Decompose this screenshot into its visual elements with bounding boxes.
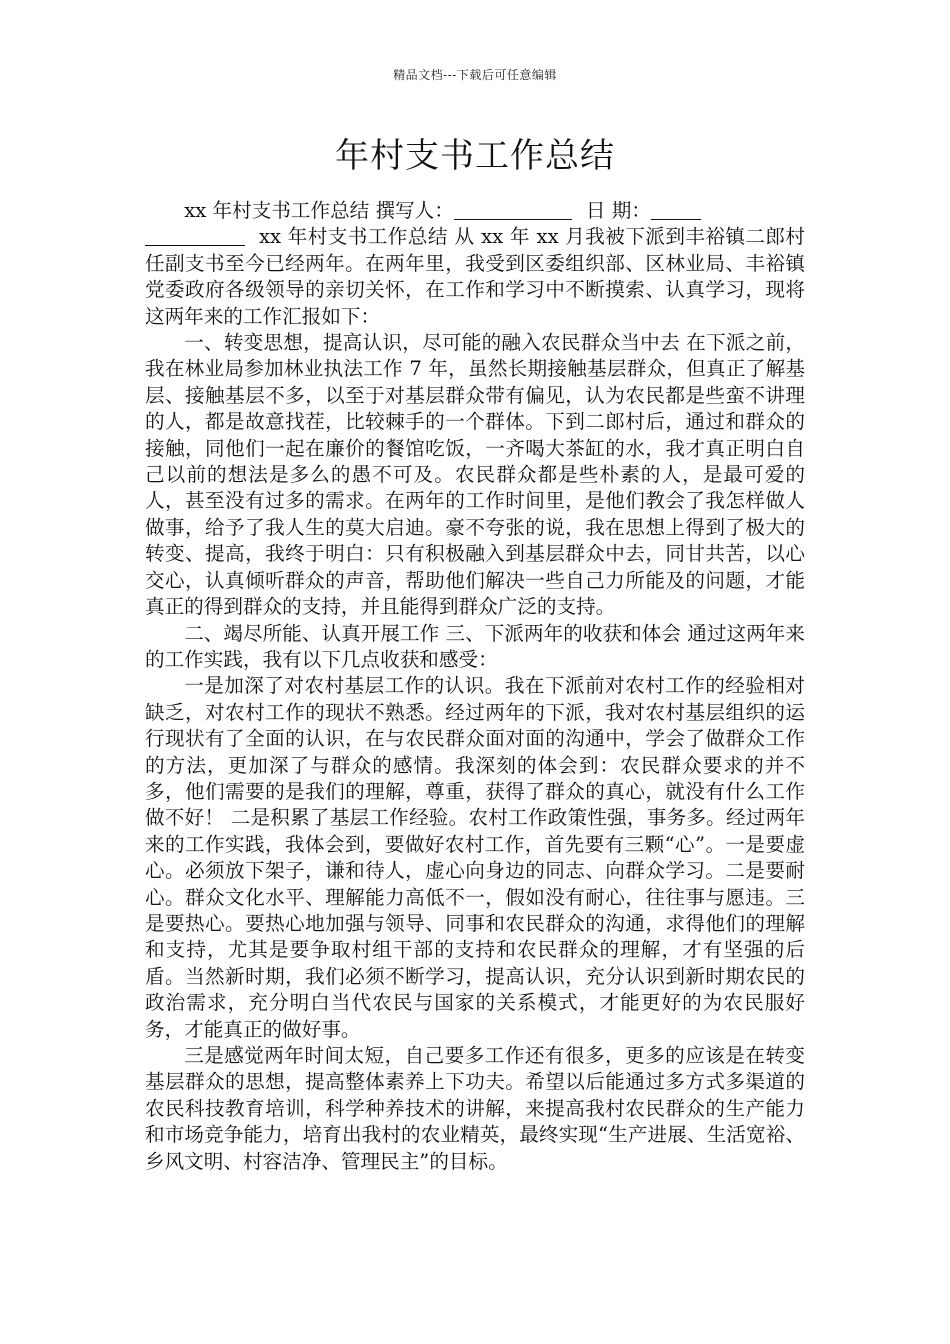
meta-lead: xx 年村支书工作总结 撰写人： [184, 199, 454, 222]
meta-line [145, 198, 805, 224]
paragraph-text: xx 年村支书工作总结 从 xx 年 xx 月我被下派到丰裕镇二郎村任副支书至今已经两年。在两年里，我受到区委组织部、区林业局、丰裕镇党委政府各级领导的亲切关怀，在工作和学习中不断摸索、认真学习，现将这两年来的工作汇报如下： [145, 225, 805, 328]
paragraph-5: 三是感觉两年时间太短，自己要多工作还有很多，更多的应该是在转变基层群众的思想，提高整体素养上下功夫。希望以后能通过多方式多渠道的农民科技教育培训，科学种养技术的讲解，来提高我村农民群众的生产能力和市场竞争能力，培育出我村的农业精英，最终实现“生产进展、生活宽裕、乡风文明、村容洁净、管理民主”的目标。 [145, 1044, 805, 1173]
document-body [145, 198, 805, 1175]
document-title: 年村支书工作总结 [335, 136, 615, 176]
paragraph-4: 一是加深了对农村基层工作的认识。我在下派前对农村工作的经验相对缺乏，对农村工作的现状不熟悉。经过两年的下派，我对农村基层组织的运行现状有了全面的认识，在与农民群众面对面的沟通中，学会了做群众工作的方法，更加深了与群众的感情。我深刻的体会到：农民群众要求的并不多，他们需要的是我们的理解，尊重，获得了群众的真心，就没有什么工作做不好！ 二是积累了基层工作经验。农村工作政策性强，事务多。经过两年来的工作实践，我体会到，要做好农村工作，首先要有三颗“心”。一是要虚心。必须放下架子，谦和待人，虚心向身边的同志、向群众学习。二是要耐心。群众文化水平、理解能力高低不一，假如没有耐心，往往事与愿违。三是要热心。要热心地加强与领导、同事和农民群众的沟通，求得他们的理解和支持，尤其是要争取村组干部的支持和农民群众的理解，才有坚强的后盾。当然新时期，我们必须不断学习，提高认识，充分认识到新时期农民的政治需求，充分明白当代农民与国家的关系模式，才能更好的为农民服好务，才能真正的做好事。 [145, 674, 805, 1041]
paragraph-2: 一、转变思想，提高认识，尽可能的融入农民群众当中去 在下派之前，我在林业局参加林业执法工作 7 年，虽然长期接触基层群众，但真正了解基层、接触基层不多，以至于对基层群众带有偏见，认为农民都是些蛮不讲理的人，都是故意找茬，比较棘手的一个群体。下到二郎村后，通过和群众的接触，同他们一起在廉价的餐馆吃饭，一齐喝大茶缸的水，我才真正明白自己以前的想法是多么的愚不可及。农民群众都是些朴素的人，是最可爱的人，甚至没有过多的需求。在两年的工作时间里，是他们教会了我怎样做人做事，给予了我人生的莫大启迪。豪不夸张的说，我在思想上得到了极大的转变、提高，我终于明白：只有积极融入到基层群众中去，同甘共苦，以心交心，认真倾听群众的声音，帮助他们解决一些自己力所能及的问题，才能真正的得到群众的支持，并且能得到群众广泛的支持。 [145, 331, 805, 619]
date-blank-continued [145, 226, 245, 247]
header-note: 精品文档---下载后可任意编辑 [393, 68, 557, 82]
date-blank [651, 199, 701, 220]
paragraph-3: 二、竭尽所能、认真开展工作 三、下派两年的收获和体会 通过这两年来的工作实践，我有以下几点收获和感受： [145, 621, 805, 671]
paragraph-1 [145, 224, 805, 330]
author-blank [454, 199, 572, 220]
date-label: 日 期： [585, 199, 651, 222]
